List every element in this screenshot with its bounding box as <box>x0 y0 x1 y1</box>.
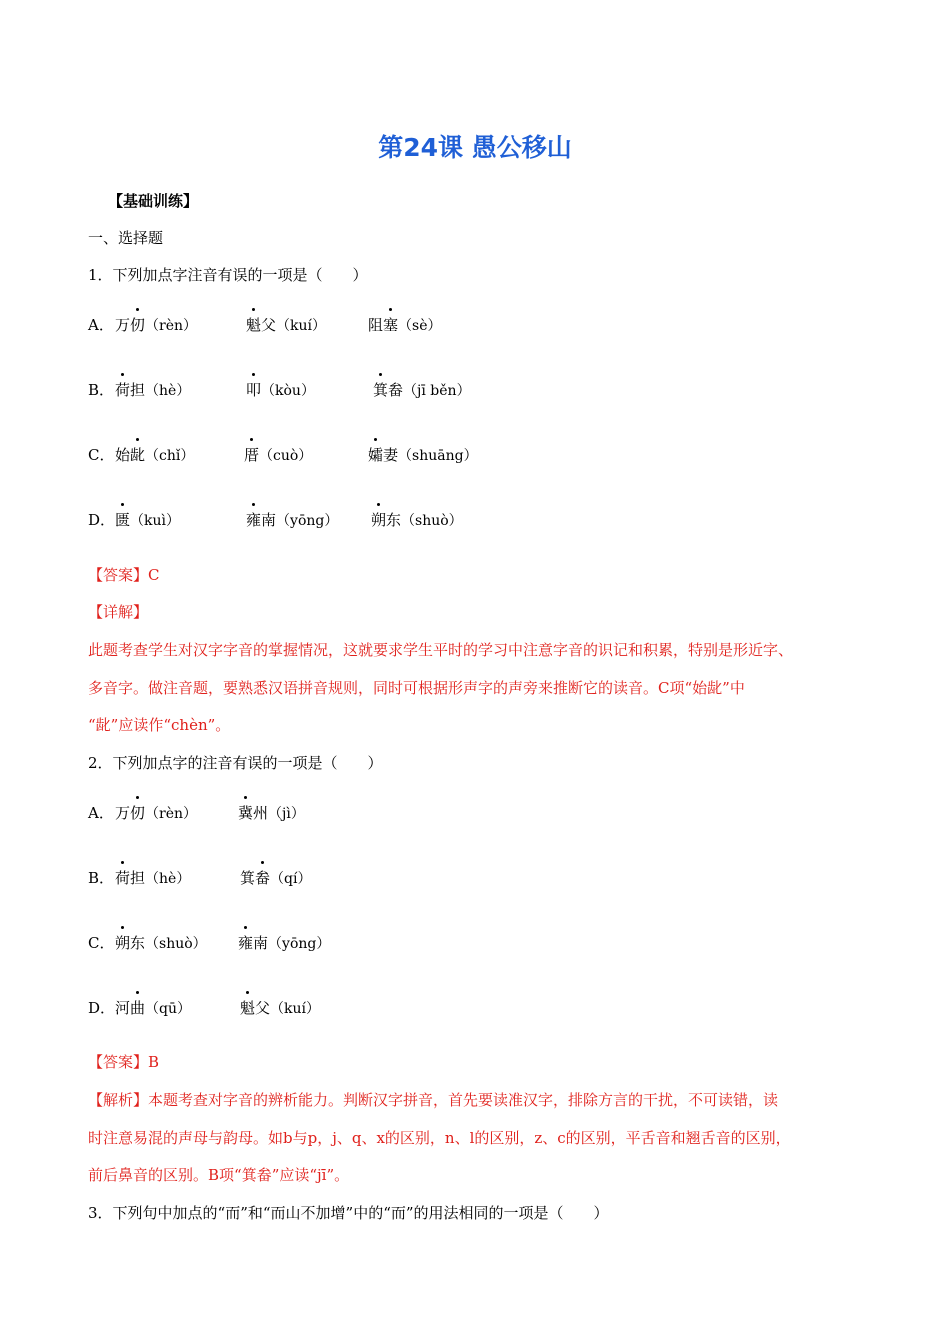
char: 箕 <box>240 869 256 887</box>
char: 阻 <box>368 316 384 334</box>
q1-option-d-label: D． <box>88 511 116 529</box>
dotted-char: 朔 <box>115 934 131 952</box>
q1-option-c-item-3 <box>368 444 478 465</box>
char: 万 <box>115 316 131 334</box>
pinyin: （chǐ） <box>145 448 195 464</box>
q1-option-d-item-2 <box>246 509 338 530</box>
page-title: 第24课 愚公移山 <box>378 133 572 162</box>
q1-option-a-item-2 <box>246 314 326 335</box>
char: 妻 <box>383 446 399 464</box>
dotted-char: 雍 <box>238 934 254 952</box>
q1-option-d-item-1 <box>115 509 180 530</box>
dotted-char: 塞 <box>383 316 399 334</box>
pinyin: （rèn） <box>145 806 198 822</box>
q1-option-a-label: A． <box>88 316 114 334</box>
pinyin: （shuāng） <box>398 448 478 464</box>
q1-option-b-item-3 <box>373 379 471 400</box>
dotted-char: 荷 <box>115 869 131 887</box>
pinyin: （hè） <box>145 383 191 399</box>
pinyin: （cuò） <box>259 448 313 464</box>
answer-label: 【答案】 <box>88 1053 149 1071</box>
q1-answer <box>88 564 160 585</box>
dotted-char: 雍 <box>246 511 262 529</box>
dotted-char: 仞 <box>130 316 146 334</box>
char: 担 <box>130 381 146 399</box>
q1-option-b-label: B． <box>88 381 115 399</box>
detail-label: 【解析】 <box>88 1091 149 1109</box>
dotted-char: 荷 <box>115 381 131 399</box>
pinyin: （yōng） <box>276 513 339 529</box>
question-2-stem: 2．下列加点字的注音有误的一项是（ ） <box>88 754 383 772</box>
char: 父 <box>261 316 277 334</box>
pinyin: （jī běn） <box>403 383 471 399</box>
char: 东 <box>130 934 146 952</box>
answer-label: 【答案】 <box>88 566 149 584</box>
q2-option-d-item-1 <box>115 997 191 1018</box>
pinyin: （yōng） <box>268 936 331 952</box>
dotted-char: 厝 <box>244 446 260 464</box>
pinyin: （shuò） <box>145 936 207 952</box>
dotted-char: 仞 <box>130 804 146 822</box>
char: 州 <box>253 804 269 822</box>
char: 南 <box>261 511 277 529</box>
q2-option-a-label: A． <box>88 804 114 822</box>
pinyin: （sè） <box>398 318 442 334</box>
dotted-char: 曲 <box>130 999 146 1017</box>
detail-text: 本题考查对字音的辨析能力。判断汉字拼音，首先要读准汉字，排除方言的干扰，不可读错，读 <box>148 1091 779 1109</box>
q2-option-a-item-2 <box>238 802 305 823</box>
q1-option-a-item-3 <box>368 314 442 335</box>
dotted-char: 箕 <box>373 381 389 399</box>
pinyin: （shuò） <box>401 513 463 529</box>
dotted-char: 孀 <box>368 446 384 464</box>
char: 万 <box>115 804 131 822</box>
dotted-char: 畚 <box>255 869 271 887</box>
q2-option-b-item-1 <box>115 867 190 888</box>
q2-detail-line-1 <box>88 1089 873 1110</box>
q1-option-a-item-1 <box>115 314 197 335</box>
q1-option-c-label: C． <box>88 446 115 464</box>
q1-detail-line-2: 多音字。做注音题，要熟悉汉语拼音规则，同时可根据形声字的声旁来推断它的读音。C项“始龀”中 <box>88 679 745 697</box>
pinyin: （jì） <box>268 806 305 822</box>
pinyin: （rèn） <box>145 318 198 334</box>
q2-option-b-item-2 <box>240 867 311 888</box>
dotted-char: 魁 <box>246 316 262 334</box>
char: 畚 <box>388 381 404 399</box>
char: 始 <box>115 446 131 464</box>
dotted-char: 冀 <box>238 804 254 822</box>
pinyin: （kòu） <box>261 383 315 399</box>
question-3-stem: 3．下列句中加点的“而”和“而山不加增”中的“而”的用法相同的一项是（ ） <box>88 1204 609 1222</box>
q2-detail-line-2: 时注意易混的声母与韵母。如b与p，j、q、x的区别，n、l的区别，z、c的区别，平舌音和翘舌音的区别， <box>88 1129 791 1147</box>
q1-detail-line-1: 此题考查学生对汉字字音的掌握情况，这就要求学生平时的学习中注意字音的识记和积累，特别是形近字、 <box>88 641 794 659</box>
q2-option-d-item-2 <box>240 997 320 1018</box>
question-1-stem: 1．下列加点字注音有误的一项是（ ） <box>88 266 368 284</box>
answer-value: B <box>148 1053 160 1071</box>
q1-detail-line-3: “龀”应读作“chèn”。 <box>88 716 231 734</box>
pinyin: （qū） <box>145 1001 192 1017</box>
q2-answer <box>88 1051 159 1072</box>
char: 南 <box>253 934 269 952</box>
pinyin: （kuì） <box>130 513 180 529</box>
pinyin: （hè） <box>145 871 191 887</box>
answer-value: C <box>148 566 160 584</box>
q2-option-c-item-1 <box>115 932 207 953</box>
dotted-char: 朔 <box>371 511 387 529</box>
dotted-char: 魁 <box>240 999 256 1017</box>
section-heading: 【基础训练】 <box>108 192 199 210</box>
q2-option-a-item-1 <box>115 802 197 823</box>
q2-option-b-label: B． <box>88 869 115 887</box>
q2-detail-line-3: 前后鼻音的区别。B项“箕畚”应读“jī”。 <box>88 1166 350 1184</box>
dotted-char: 龀 <box>130 446 146 464</box>
pinyin: （qí） <box>270 871 312 887</box>
q1-detail-label: 【详解】 <box>88 603 149 621</box>
q2-option-c-item-2 <box>238 932 330 953</box>
char: 东 <box>386 511 402 529</box>
char: 河 <box>115 999 131 1017</box>
pinyin: （kuí） <box>270 1001 321 1017</box>
q1-option-b-item-1 <box>115 379 190 400</box>
q1-option-c-item-1 <box>115 444 194 465</box>
q1-option-b-item-2 <box>246 379 315 400</box>
part-heading: 一、选择题 <box>88 229 164 247</box>
q2-option-d-label: D． <box>88 999 116 1017</box>
char: 担 <box>130 869 146 887</box>
dotted-char: 叩 <box>246 381 262 399</box>
pinyin: （kuí） <box>276 318 327 334</box>
q1-option-d-item-3 <box>371 509 463 530</box>
q1-option-c-item-2 <box>244 444 312 465</box>
dotted-char: 匮 <box>115 511 131 529</box>
q2-option-c-label: C． <box>88 934 115 952</box>
char: 父 <box>255 999 271 1017</box>
